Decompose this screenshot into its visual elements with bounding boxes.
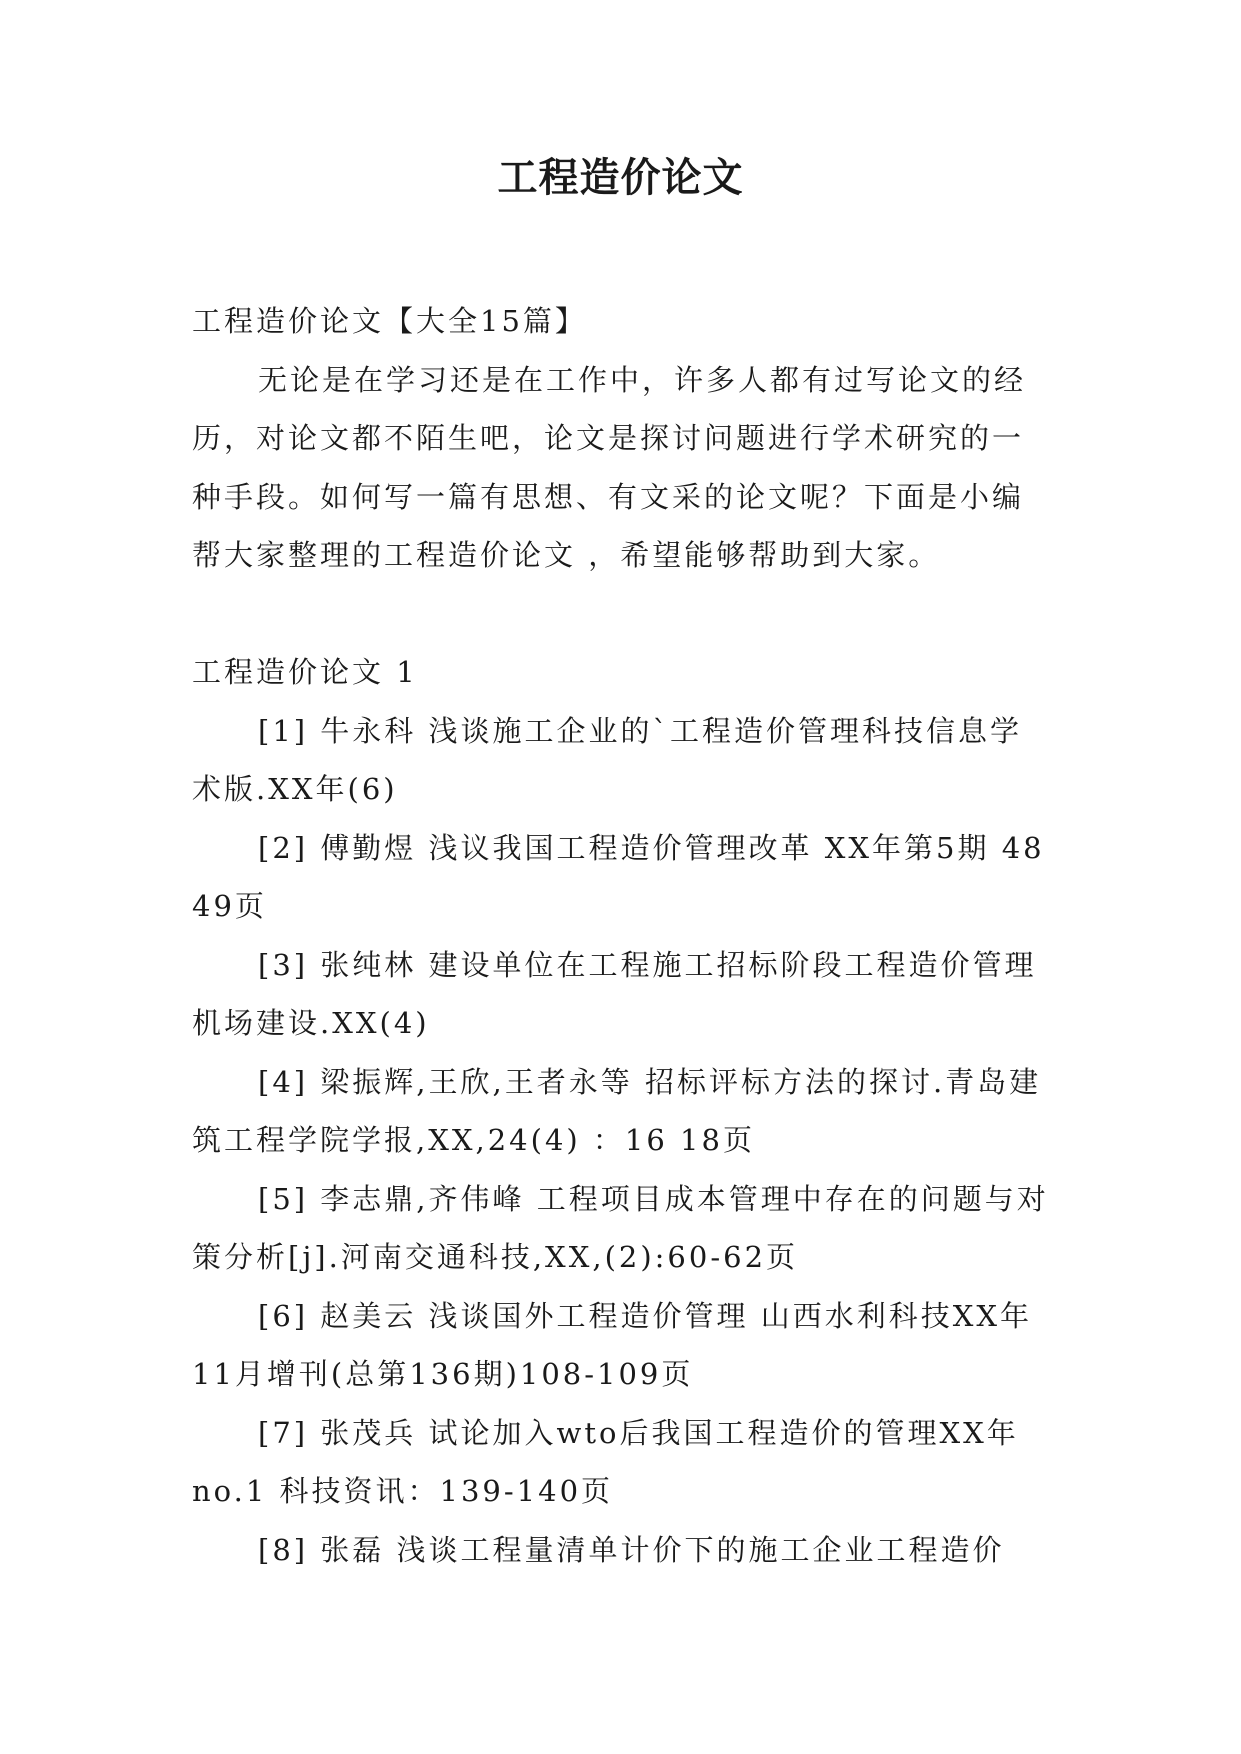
document-title: 工程造价论文	[497, 155, 744, 201]
reference-item: [1] 牛永科 浅谈施工企业的`工程造价管理科技信息学术版.XX年(6)	[192, 713, 1023, 806]
reference-item: [8] 张磊 浅谈工程量清单计价下的施工企业工程造价	[258, 1532, 1005, 1567]
reference-item: [2] 傅勤煜 浅议我国工程造价管理改革 XX年第5期 48 49页	[192, 830, 1045, 923]
document-subtitle: 工程造价论文【大全15篇】	[192, 304, 587, 338]
reference-item: [4] 梁振辉,王欣,王者永等 招标评标方法的探讨.青岛建筑工程学院学报,XX,24(4) ：16 18页	[192, 1064, 1042, 1157]
document-body	[192, 292, 1054, 1579]
reference-item: [6] 赵美云 浅谈国外工程造价管理 山西水利科技XX年11月增刊(总第136期)108-109页	[192, 1298, 1033, 1391]
reference-item: [3] 张纯林 建设单位在工程施工招标阶段工程造价管理机场建设.XX(4)	[192, 947, 1037, 1040]
intro-paragraph: 无论是在学习还是在工作中，许多人都有过写论文的经历，对论文都不陌生吧，论文是探讨问题进行学术研究的一种手段。如何写一篇有思想、有文采的论文呢？下面是小编帮大家整理的工程造价论文 ，希望能够帮助到大家。	[192, 362, 1027, 572]
reference-item: [5] 李志鼎,齐伟峰 工程项目成本管理中存在的问题与对策分析[j].河南交通科技,XX,(2):60-62页	[192, 1181, 1049, 1274]
reference-item: [7] 张茂兵 试论加入wto后我国工程造价的管理XX年no.1 科技资讯：139-140页	[192, 1415, 1019, 1508]
paragraph-gap	[192, 585, 1054, 644]
section-heading: 工程造价论文 1	[192, 655, 418, 689]
